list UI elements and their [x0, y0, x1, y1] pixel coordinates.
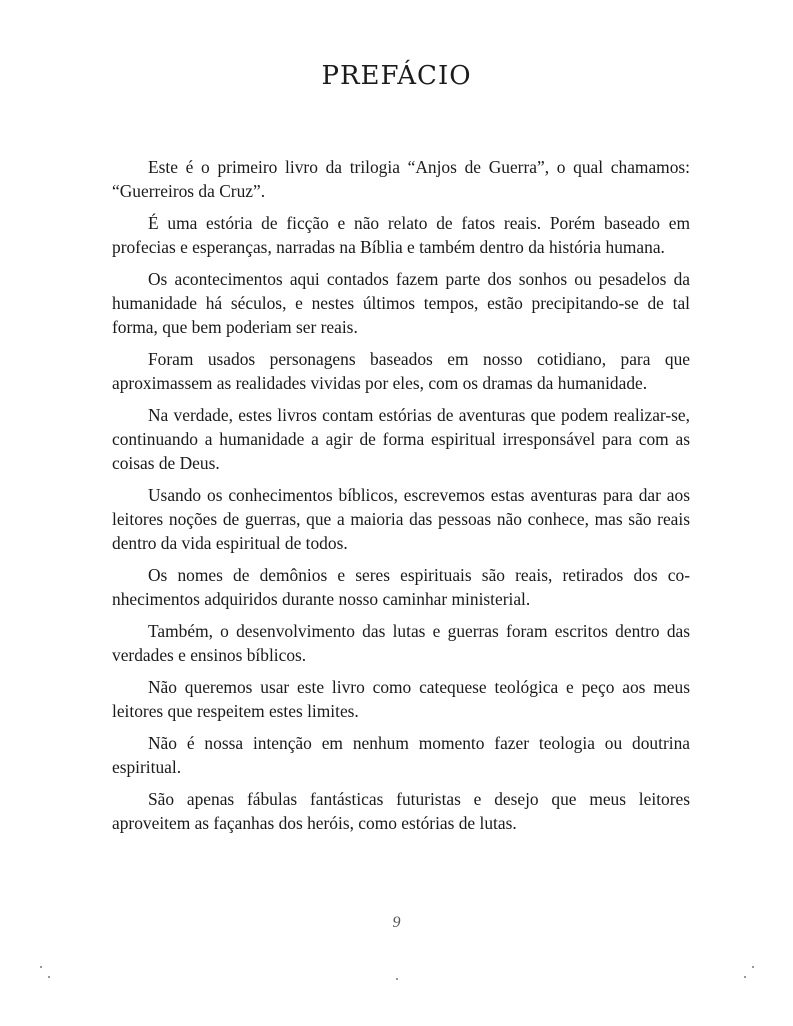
paragraph: São apenas fábulas fantásticas futuristas e desejo que meus leitores aproveitem as façanhas dos heróis, como estórias de lutas.	[112, 789, 690, 833]
paragraph: Não é nossa intenção em nenhum momento fazer teologia ou doutrina espiritual.	[112, 733, 690, 777]
paragraph: Este é o primeiro livro da trilogia “Anjos de Guerra”, o qual chamamos: “Guerreiros da Cruz”.	[112, 157, 690, 201]
scan-speck	[48, 976, 50, 978]
page-title: PREFÁCIO	[321, 61, 472, 92]
preface-body	[112, 155, 690, 843]
paragraph: Os acontecimentos aqui contados fazem parte dos sonhos ou pesadelos da humanidade há séculos, e nestes últimos tempos, estão precipitando-se de tal forma, que bem poderiam ser reais.	[112, 269, 690, 337]
paragraph: É uma estória de ficção e não relato de fatos reais. Porém baseado em profecias e esperanças, narradas na Bíblia e também dentro da história humana.	[112, 213, 690, 257]
paragraph: Usando os conhecimentos bíblicos, escrevemos estas aventuras para dar aos leitores noções de guerras, que a maioria das pessoas não conhece, mas são reais dentro da vida espiritual de todos.	[112, 485, 690, 553]
paragraph: Não queremos usar este livro como catequese teológica e peço aos meus leitores que respeitem estes limites.	[112, 677, 690, 721]
paragraph: Foram usados personagens baseados em nosso cotidiano, para que aproximassem as realidades vividas por eles, com os dramas da humanidade.	[112, 349, 690, 393]
scan-speck	[396, 978, 398, 980]
page-number: 9	[392, 914, 401, 931]
scan-speck	[40, 966, 42, 968]
scan-speck	[744, 976, 746, 978]
paragraph: Os nomes de demônios e seres espirituais são reais, retirados dos conhecimentos adquiridos durante nosso caminhar ministerial.	[112, 565, 690, 609]
paragraph: Também, o desenvolvimento das lutas e guerras foram escritos dentro das verdades e ensinos bíblicos.	[112, 621, 690, 665]
paragraph: Na verdade, estes livros contam estórias de aventuras que podem realizar-se, continuando a humanidade a agir de forma espiritual irresponsável para com as coisas de Deus.	[112, 405, 690, 473]
scan-speck	[752, 966, 754, 968]
